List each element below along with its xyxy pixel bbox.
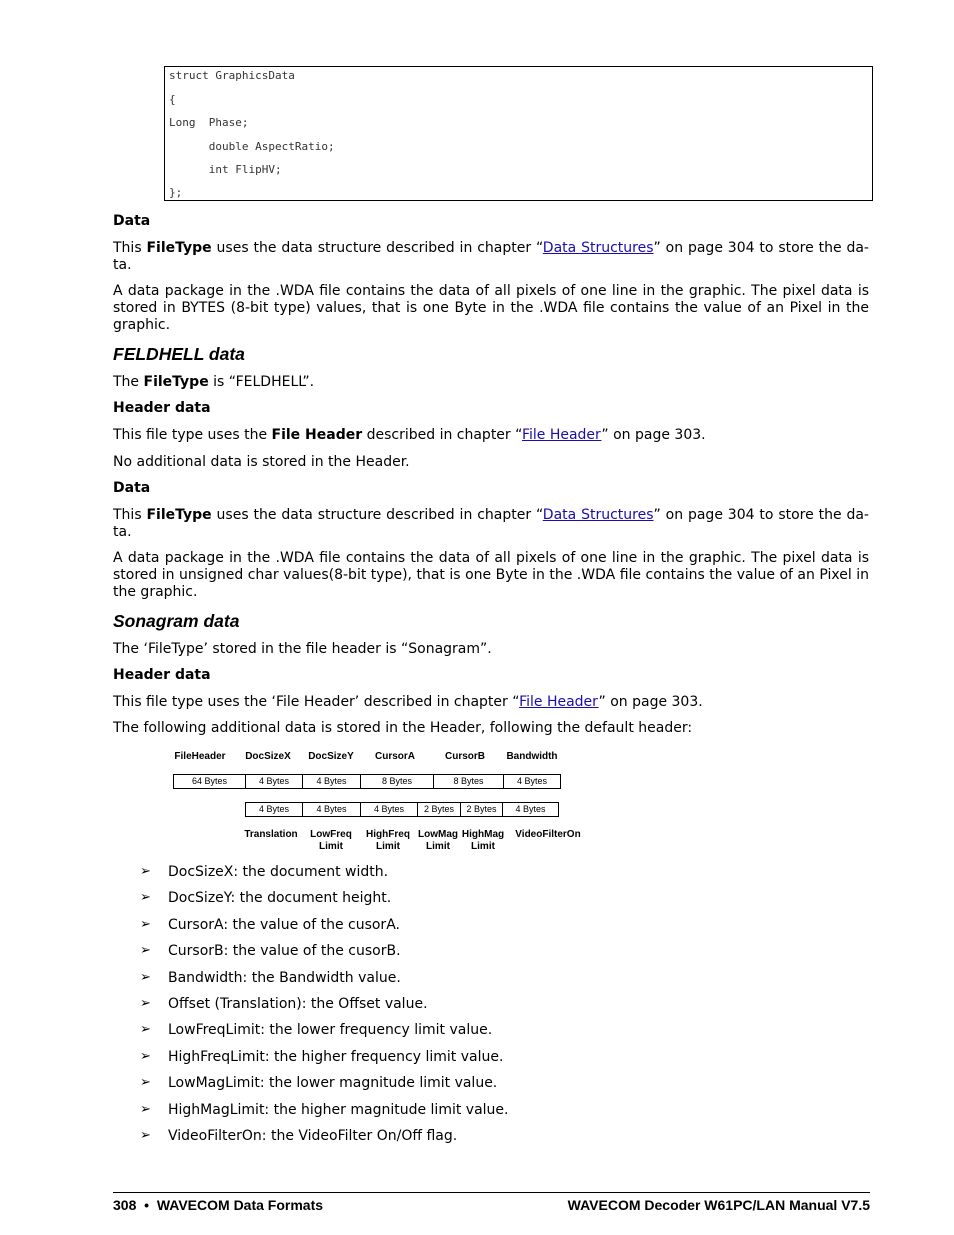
- diagram-label: DocSizeY: [308, 751, 354, 762]
- arrow-bullet-icon: ➢: [140, 1127, 151, 1143]
- code-block: [164, 66, 873, 201]
- list-item-text: CursorB: the value of the cusorB.: [168, 943, 401, 960]
- diagram-label: CursorB: [444, 751, 485, 762]
- paragraph: [113, 694, 869, 711]
- text: uses the data structure described in chapter “: [211, 507, 543, 523]
- header-data-label: Header data: [113, 400, 211, 416]
- text: ” on page 303.: [598, 694, 703, 710]
- paragraph: The following additional data is stored in the Header, following the default header:: [113, 720, 693, 736]
- list-item-text: CursorA: the value of the cusorA.: [168, 916, 400, 933]
- code-line: {: [169, 93, 176, 106]
- text: This file type uses the ‘File Header’ described in chapter “: [113, 694, 520, 710]
- bold-term: File Header: [271, 427, 363, 443]
- text: ” on page 303.: [601, 427, 706, 443]
- byte-cell: 4 Bytes: [360, 802, 418, 817]
- byte-cell: 4 Bytes: [503, 774, 561, 789]
- paragraph: A data package in the .WDA file contains the data of all pixels of one line in the graphic. The pixel data is stored in BYTES (8-bit type) values, that is one Byte in the .WDA file contains the value of an Pixel in the graphic.: [113, 283, 869, 333]
- list-item-text: Offset (Translation): the Offset value.: [168, 995, 428, 1012]
- paragraph: [113, 507, 869, 541]
- diagram-label: HighFreq Limit: [366, 829, 410, 852]
- arrow-bullet-icon: ➢: [140, 864, 151, 879]
- code-line: Long Phase;: [169, 116, 249, 129]
- list-item-text: HighFreqLimit: the higher frequency limit value.: [168, 1048, 504, 1065]
- paragraph: The ‘FileType’ stored in the file header is “Sonagram”.: [113, 641, 492, 657]
- arrow-bullet-icon: ➢: [140, 916, 151, 932]
- code-line: int FlipHV;: [169, 163, 282, 176]
- text: ” on page 304 to store the da-ta.: [113, 240, 869, 273]
- code-line: };: [169, 186, 183, 199]
- data-structures-link[interactable]: Data Structures: [542, 240, 654, 256]
- bold-term: FileType: [146, 240, 212, 256]
- arrow-bullet-icon: ➢: [140, 1048, 151, 1064]
- list-item-text: HighMagLimit: the higher magnitude limit value.: [168, 1101, 509, 1118]
- text: uses the data structure described in chapter “: [211, 240, 543, 256]
- footer-manual-title: WAVECOM Decoder W61PC/LAN Manual V7.5: [567, 1197, 870, 1213]
- section-heading: Sonagram data: [113, 611, 240, 631]
- list-item: [140, 1100, 508, 1126]
- byte-cell: 4 Bytes: [302, 774, 361, 789]
- paragraph: A data package in the .WDA file contains the data of all pixels of one line in the graphic. The pixel data is stored in unsigned char values(8-bit type), that is one Byte in the .WDA file contains the value of an Pixel in the graphic.: [113, 550, 869, 600]
- byte-cell: 4 Bytes: [302, 802, 361, 817]
- data-label: Data: [113, 480, 151, 496]
- list-item: [140, 862, 508, 888]
- paragraph: [113, 427, 869, 444]
- list-item: [140, 994, 508, 1020]
- diagram-label: FileHeader: [174, 751, 226, 762]
- list-item: [140, 915, 508, 941]
- diagram-label: VideoFilterOn: [515, 829, 581, 840]
- arrow-bullet-icon: ➢: [140, 1075, 151, 1091]
- list-item: [140, 1126, 508, 1152]
- file-header-link[interactable]: File Header: [519, 694, 599, 710]
- text: This file type uses the: [113, 427, 272, 443]
- text: This: [113, 240, 147, 256]
- list-item: [140, 968, 508, 994]
- paragraph: [113, 374, 869, 391]
- list-item-text: LowMagLimit: the lower magnitude limit value.: [168, 1075, 498, 1092]
- paragraph: No additional data is stored in the Header.: [113, 454, 410, 470]
- bold-term: FileType: [143, 374, 209, 390]
- arrow-bullet-icon: ➢: [140, 995, 151, 1011]
- code-line: struct GraphicsData: [169, 69, 295, 82]
- file-header-link[interactable]: File Header: [521, 427, 602, 443]
- list-item-text: VideoFilterOn: the VideoFilter On/Off flag.: [168, 1127, 458, 1144]
- diagram-label: LowMag Limit: [418, 829, 458, 852]
- diagram-label: Bandwidth: [506, 751, 558, 762]
- arrow-bullet-icon: ➢: [140, 1101, 151, 1117]
- list-item: [140, 1073, 508, 1099]
- data-label: Data: [113, 213, 151, 229]
- data-structures-link[interactable]: Data Structures: [542, 507, 654, 523]
- field-description-list: [140, 862, 508, 1152]
- arrow-bullet-icon: ➢: [140, 943, 151, 959]
- list-item: [140, 941, 508, 967]
- diagram-label: CursorA: [374, 751, 415, 762]
- arrow-bullet-icon: ➢: [140, 890, 151, 906]
- text: ” on page 304 to store the da-ta.: [113, 507, 869, 540]
- footer-divider: [113, 1192, 870, 1193]
- list-item: [140, 1047, 508, 1073]
- arrow-bullet-icon: ➢: [140, 1022, 151, 1038]
- page-number: 308: [113, 1197, 137, 1213]
- footer-left: [113, 1197, 323, 1213]
- byte-cell: 8 Bytes: [433, 774, 504, 789]
- byte-cell: 64 Bytes: [173, 774, 246, 789]
- byte-cell: 4 Bytes: [245, 802, 303, 817]
- diagram-label: HighMag Limit: [461, 829, 505, 852]
- list-item: [140, 1020, 508, 1046]
- text: is “FELDHELL”.: [208, 374, 315, 390]
- list-item: [140, 888, 508, 914]
- diagram-label: DocSizeX: [245, 751, 291, 762]
- byte-cell: 2 Bytes: [417, 802, 461, 817]
- header-data-label: Header data: [113, 667, 211, 683]
- list-item-text: LowFreqLimit: the lower frequency limit value.: [168, 1022, 493, 1039]
- list-item-text: DocSizeX: the document width.: [168, 864, 389, 880]
- list-item-text: DocSizeY: the document height.: [168, 890, 392, 907]
- bold-term: FileType: [146, 507, 212, 523]
- byte-cell: 8 Bytes: [360, 774, 434, 789]
- byte-cell: 4 Bytes: [502, 802, 559, 817]
- text: This: [113, 507, 147, 523]
- byte-cell: 4 Bytes: [245, 774, 303, 789]
- diagram-label: LowFreq Limit: [310, 829, 352, 852]
- text: described in chapter “: [362, 427, 522, 443]
- code-line: double AspectRatio;: [169, 140, 335, 153]
- footer-bullet: •: [144, 1197, 150, 1213]
- diagram-label: Translation: [244, 829, 298, 840]
- list-item-text: Bandwidth: the Bandwidth value.: [168, 969, 401, 986]
- section-heading: FELDHELL data: [113, 344, 245, 364]
- arrow-bullet-icon: ➢: [140, 969, 151, 985]
- byte-cell: 2 Bytes: [460, 802, 503, 817]
- paragraph: [113, 240, 869, 274]
- footer-section: WAVECOM Data Formats: [156, 1197, 324, 1213]
- text: The: [113, 374, 144, 390]
